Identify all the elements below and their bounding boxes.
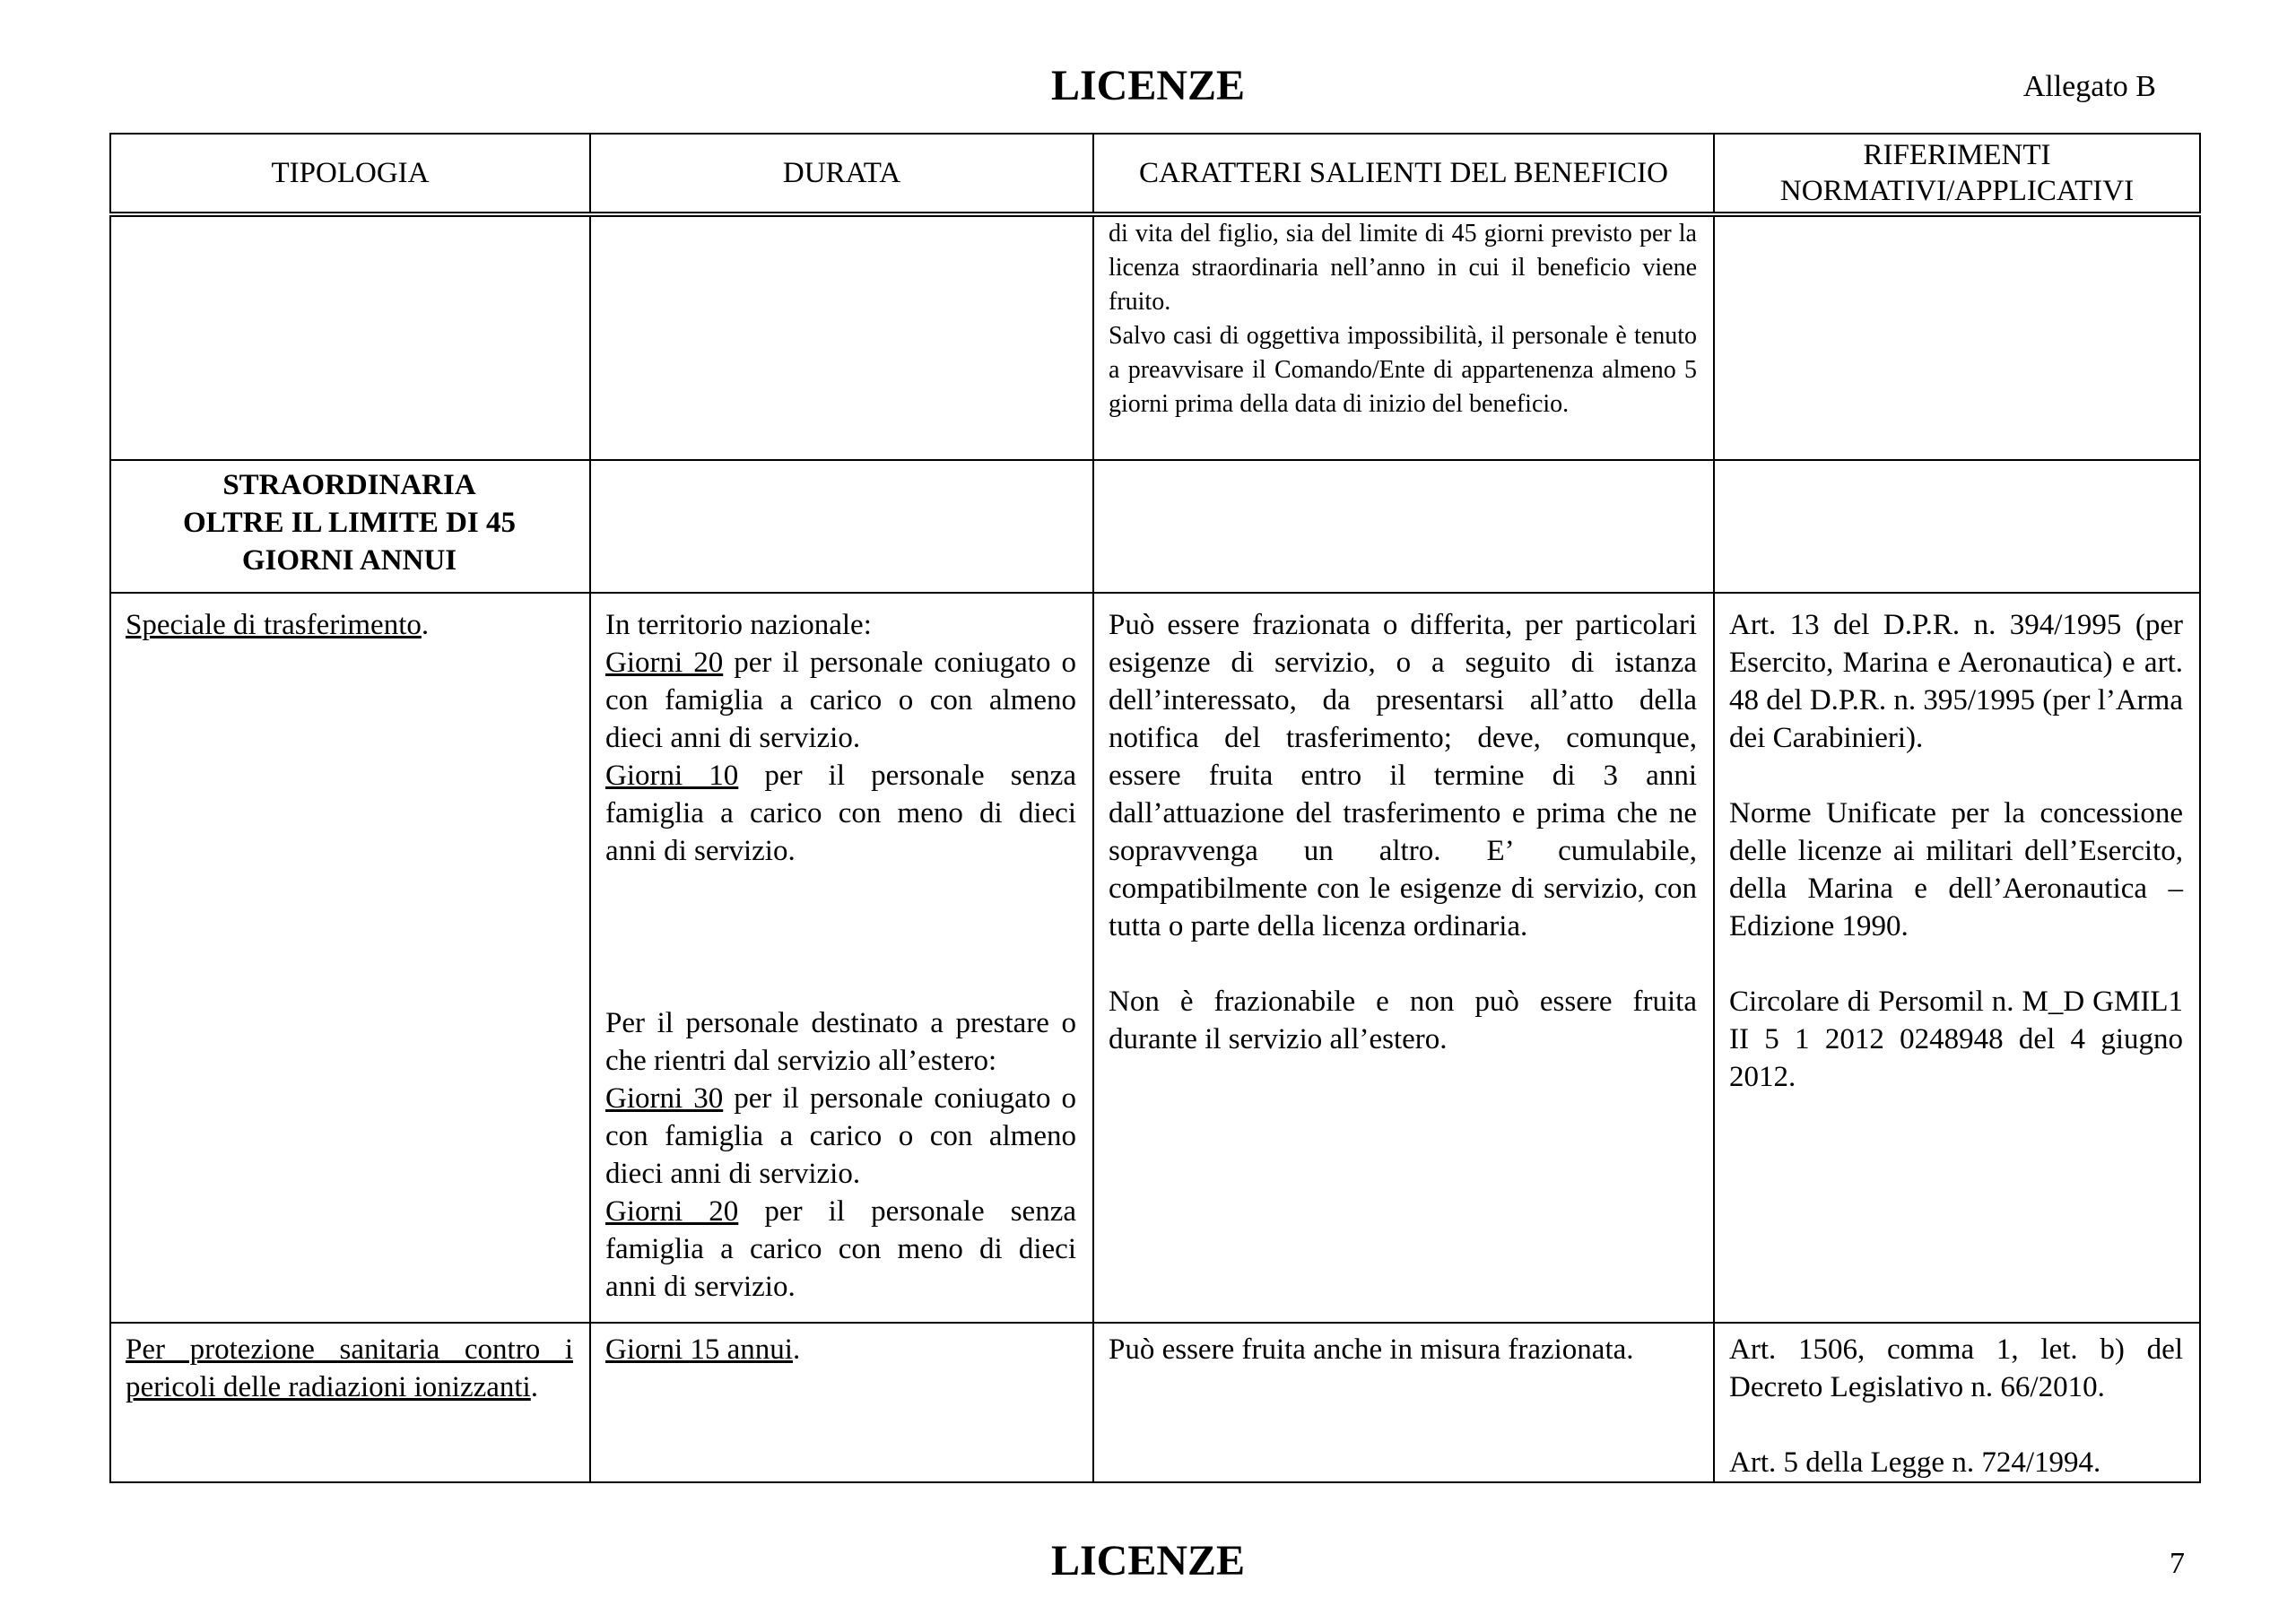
durata-days: Giorni 20 xyxy=(605,1195,739,1228)
durata-days: Giorni 30 xyxy=(605,1082,724,1115)
table-row-continuation xyxy=(110,216,2200,460)
tipologia-suffix: . xyxy=(530,1371,538,1403)
cell-empty xyxy=(110,216,590,460)
table-row-section xyxy=(110,460,2200,593)
section-title-line: OLTRE IL LIMITE DI 45 xyxy=(182,507,517,539)
continuation-text-2: Salvo casi di oggettiva impossibilità, il personale è tenuto a preavvisare il Comando/Ente di appartenenza almeno 5 giorni prima della data di inizio del beneficio. xyxy=(1109,322,1697,418)
durata-text: per il personale senza famiglia a carico con meno di dieci anni di servizio. xyxy=(605,1195,1076,1303)
cell-tipologia xyxy=(110,1323,590,1482)
cell-empty xyxy=(1093,460,1714,593)
cell-riferimenti xyxy=(1714,593,2200,1323)
annex-label: Allegato B xyxy=(2022,70,2156,103)
durata-days: Giorni 10 xyxy=(605,760,739,792)
durata-text: per il personale senza famiglia a carico con meno di dieci anni di servizio. xyxy=(605,760,1076,867)
continuation-text-1: di vita del figlio, sia del limite di 45 giorni previsto per la licenza straordinaria nell’anno in cui il beneficio viene fruito. xyxy=(1109,220,1697,316)
section-title-line: GIORNI ANNUI xyxy=(241,544,457,577)
riferimento-text: Art. 13 del D.P.R. n. 394/1995 (per Esercito, Marina e Aeronautica) e art. 48 del D.P.R. n. 395/1995 (per l’Arma dei Carabinieri). xyxy=(1729,609,2183,754)
riferimento-text: Circolare di Persomil n. M_D GMIL1 II 5 1 2012 0248948 del 4 giugno 2012. xyxy=(1729,986,2183,1093)
cell-caratteri xyxy=(1093,1323,1714,1482)
cell-durata xyxy=(590,593,1093,1323)
cell-caratteri xyxy=(1093,593,1714,1323)
cell-empty xyxy=(590,460,1093,593)
page-title: LICENZE xyxy=(1050,62,1246,109)
cell-empty xyxy=(590,216,1093,460)
footer-title: LICENZE xyxy=(1050,1537,1246,1585)
durata-days: Giorni 15 annui xyxy=(605,1333,793,1366)
caratteri-text: Può essere fruita anche in misura frazionata. xyxy=(1109,1333,1634,1366)
section-title xyxy=(110,460,590,593)
durata-text: per il personale coniugato o con famiglia a carico o con almeno dieci anni di servizio. xyxy=(605,647,1076,754)
section-title-line: STRAORDINARIA xyxy=(222,469,476,501)
riferimento-text: Norme Unificate per la concessione delle licenze ai militari dell’Esercito, della Marina e dell’Aeronautica – Edizione 1990. xyxy=(1729,797,2183,942)
cell-continuation-text xyxy=(1093,216,1714,460)
page-number: 7 xyxy=(2170,1547,2185,1580)
riferimento-text: Art. 1506, comma 1, let. b) del Decreto Legislativo n. 66/2010. xyxy=(1729,1333,2183,1403)
table-row-trasferimento xyxy=(110,593,2200,1323)
riferimento-text: Art. 5 della Legge n. 724/1994. xyxy=(1729,1446,2101,1479)
cell-empty xyxy=(1714,216,2200,460)
durata-intro: In territorio nazionale: xyxy=(605,609,872,641)
column-header-tipologia: TIPOLOGIA xyxy=(110,134,590,213)
column-header-caratteri: CARATTERI SALIENTI DEL BENEFICIO xyxy=(1093,134,1714,213)
table-header xyxy=(109,133,2201,213)
caratteri-text: Può essere frazionata o differita, per particolari esigenze di servizio, o a seguito di istanza dell’interessato, da presentarsi all’atto della notifica del trasferimento; deve, comunque, essere fruita entro il termine di 3 anni dall’attuazione del trasferimento e prima che ne sopravvenga un altro. E’ cumulabile, compatibilmente con le esigenze di servizio, con tutta o parte della licenza ordinaria. xyxy=(1109,609,1697,942)
tipologia-suffix: . xyxy=(421,609,430,641)
cell-durata xyxy=(590,1323,1093,1482)
tipologia-label: Per protezione sanitaria contro i pericoli delle radiazioni ionizzanti xyxy=(126,1333,573,1403)
licenze-table xyxy=(109,215,2201,1483)
cell-empty xyxy=(1714,460,2200,593)
column-header-riferimenti: RIFERIMENTI NORMATIVI/APPLICATIVI xyxy=(1714,134,2200,213)
durata-days: Giorni 20 xyxy=(605,647,724,679)
cell-riferimenti xyxy=(1714,1323,2200,1482)
caratteri-text: Non è frazionabile e non può essere fruita durante il servizio all’estero. xyxy=(1109,986,1697,1055)
column-header-durata: DURATA xyxy=(590,134,1093,213)
cell-tipologia xyxy=(110,593,590,1323)
table-row-radiazioni xyxy=(110,1323,2200,1482)
durata-text: per il personale coniugato o con famiglia a carico o con almeno dieci anni di servizio. xyxy=(605,1082,1076,1190)
durata-suffix: . xyxy=(792,1333,801,1366)
tipologia-label: Speciale di trasferimento xyxy=(126,609,422,641)
durata-intro: Per il personale destinato a prestare o che rientri dal servizio all’estero: xyxy=(605,1007,1076,1077)
